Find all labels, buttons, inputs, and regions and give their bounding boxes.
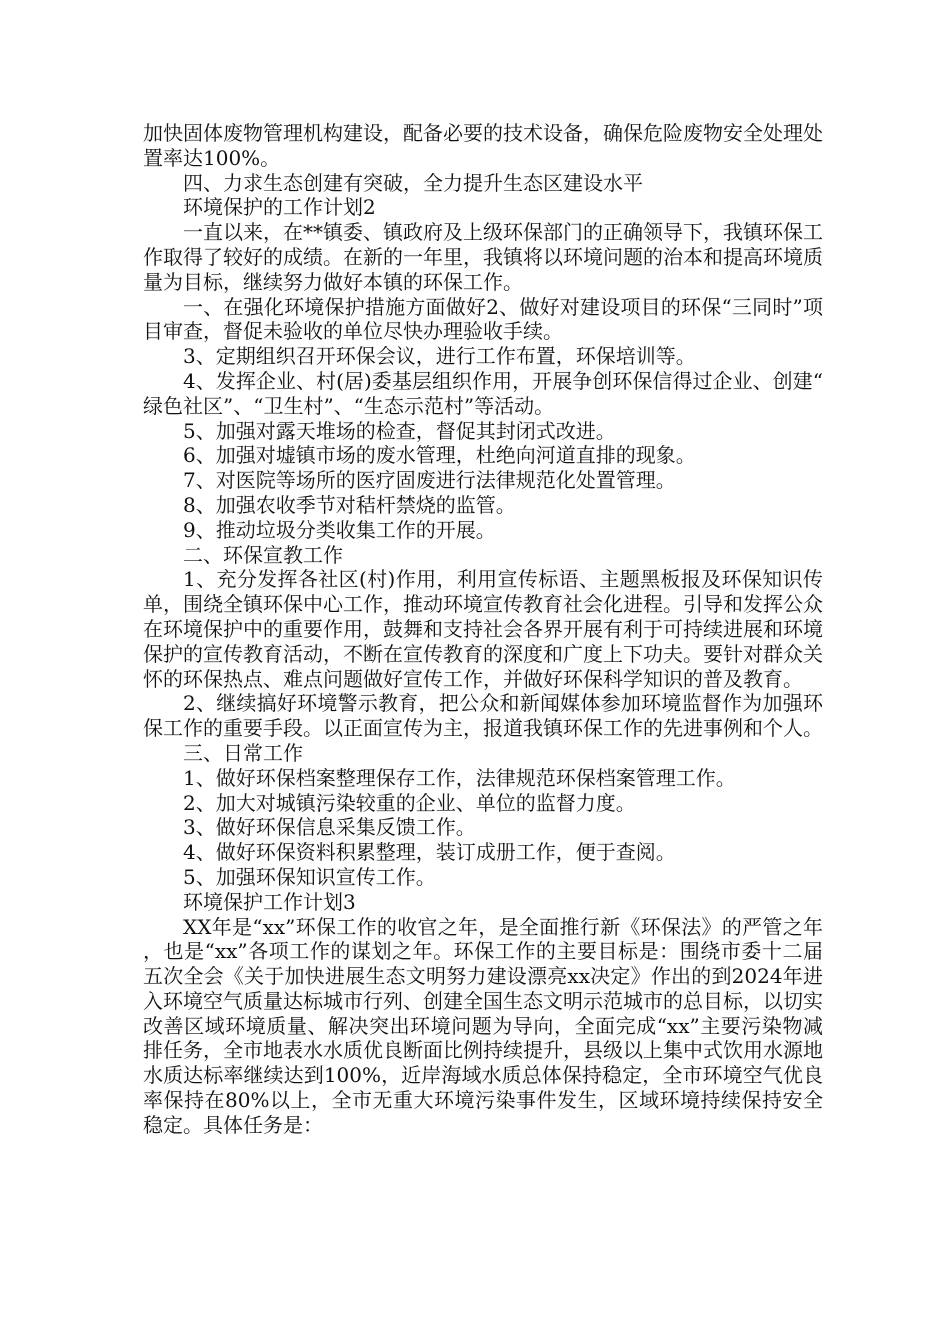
list-item: 2、加大对城镇污染较重的企业、单位的监督力度。	[183, 790, 636, 815]
section-heading: 环境保护的工作计划2	[183, 195, 376, 220]
paragraph: 一、在强化环境保护措施方面做好2、做好对建设项目的环保“三同时”项目审查，督促未验收的单位尽快办理验收手续。	[143, 294, 823, 344]
list-item: 1、做好环保档案整理保存工作，法律规范环保档案管理工作。	[183, 765, 736, 790]
section-heading: 四、力求生态创建有突破，全力提升生态区建设水平	[183, 170, 643, 195]
list-item: 5、加强环保知识宣传工作。	[183, 864, 436, 889]
paragraph: 加快固体废物管理机构建设，配备必要的技术设备，确保危险废物安全处理处置率达100%。	[143, 121, 823, 170]
list-item: 8、加强农收季节对秸杆禁烧的监管。	[183, 492, 516, 517]
list-item: 4、发挥企业、村(居)委基层组织作用，开展争创环保信得过企业、创建“绿色社区”、“卫生村”、“生态示范村”等活动。	[143, 368, 823, 418]
list-item: 4、做好环保资料积累整理，装订成册工作，便于查阅。	[183, 840, 676, 865]
list-item: 9、推动垃圾分类收集工作的开展。	[183, 517, 496, 542]
list-item: 3、做好环保信息采集反馈工作。	[183, 815, 476, 840]
section-heading: 环境保护工作计划3	[183, 889, 356, 914]
paragraph: 2、继续搞好环境警示教育，把公众和新闻媒体参加环境监督作为加强环保工作的重要手段。以正面宣传为主，报道我镇环保工作的先进事例和个人。	[143, 691, 823, 741]
list-item: 6、加强对墟镇市场的废水管理，杜绝向河道直排的现象。	[183, 443, 696, 468]
list-item: 7、对医院等场所的医疗固废进行法律规范化处置管理。	[183, 468, 676, 493]
paragraph: 一直以来，在**镇委、镇政府及上级环保部门的正确领导下，我镇环保工作取得了较好的成绩。在新的一年里，我镇将以环境问题的治本和提高环境质量为目标，继续努力做好本镇的环保工作。	[143, 220, 823, 294]
list-item: 3、定期组织召开环保会议，进行工作布置，环保培训等。	[183, 344, 696, 369]
list-item: 5、加强对露天堆场的检查，督促其封闭式改进。	[183, 418, 616, 443]
paragraph: XX年是“xx”环保工作的收官之年，是全面推行新《环保法》的严管之年，也是“xx”各项工作的谋划之年。环保工作的主要目标是：围绕市委十二届五次全会《关于加快进展生态文明努力建设漂亮xx决定》作出的到2024年进入环境空气质量达标城市行列、创建全国生态文明示范城市的总目标，以切实改善区域环境质量、解决突出环境问题为导向，全面完成“xx”主要污染物减排任务，全市地表水水质优良断面比例持续提升，县级以上集中式饮用水源地水质达标率继续达到100%，近岸海域水质总体保持稳定，全市环境空气优良率保持在80%以上，全市无重大环境污染事件发生，区域环境持续保持安全稳定。具体任务是：	[143, 914, 823, 1137]
section-heading: 三、日常工作	[183, 740, 303, 765]
document-body	[143, 121, 823, 1138]
paragraph: 1、充分发挥各社区(村)作用，利用宣传标语、主题黑板报及环保知识传单，围绕全镇环保中心工作，推动环境宣传教育社会化进程。引导和发挥公众在环境保护中的重要作用，鼓舞和支持社会各界开展有利于可持续进展和环境保护的宣传教育活动，不断在宣传教育的深度和广度上下功夫。要针对群众关怀的环保热点、难点问题做好宣传工作，并做好环保科学知识的普及教育。	[143, 567, 823, 691]
section-heading: 二、环保宣教工作	[183, 542, 343, 567]
